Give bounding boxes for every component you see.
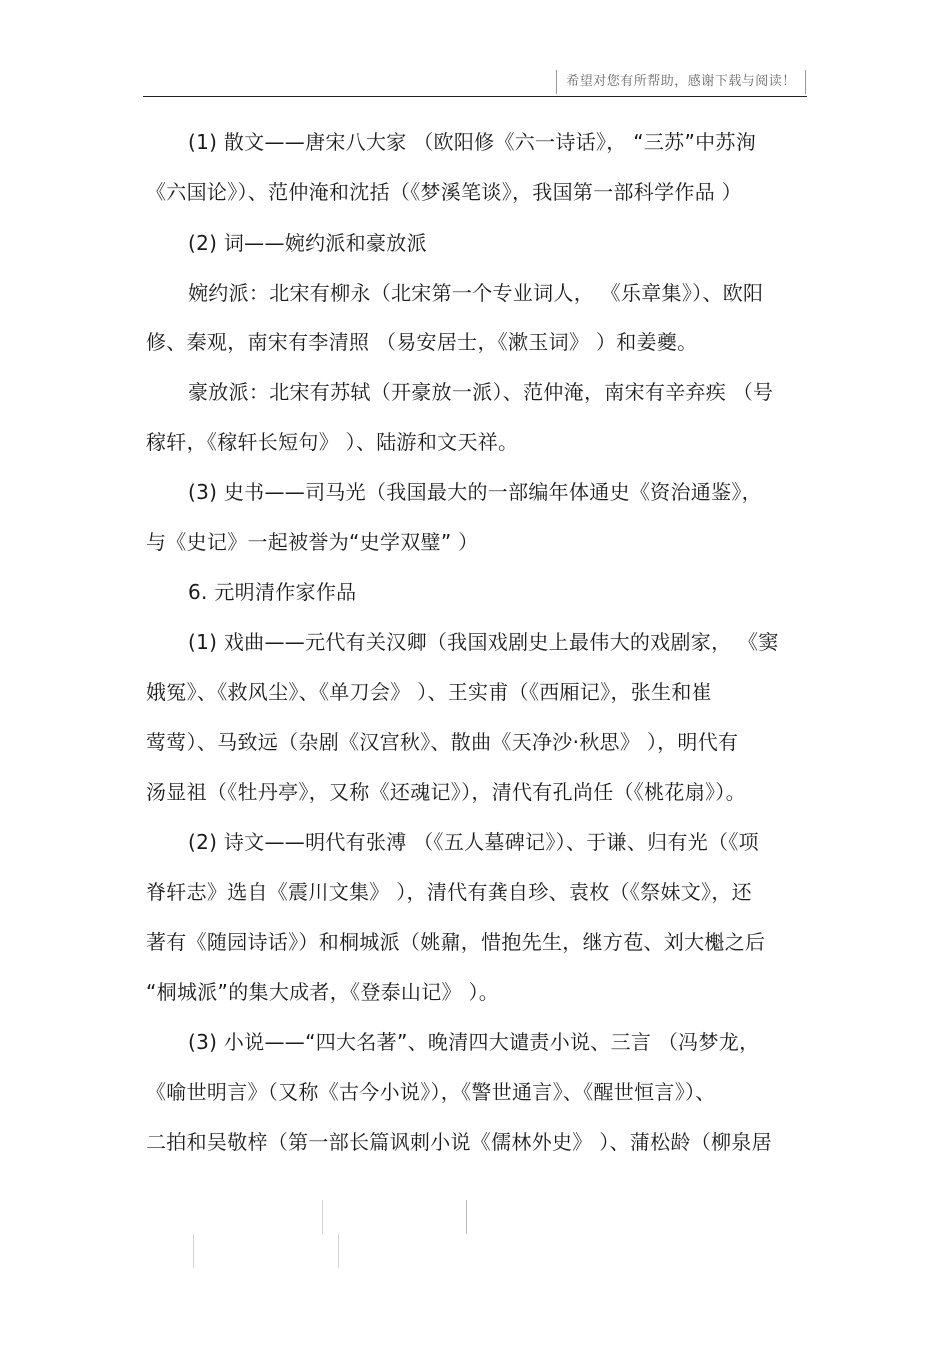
decorative-rule [193,1234,194,1268]
text-line: 著有《随园诗话》）和桐城派（姚鼐，惜抱先生，继方苞、刘大櫆之后 [146,930,766,954]
text-line: 莺莺）、马致远（杂剧《汉宫秋》、散曲《天净沙·秋思》 ），明代有 [146,730,739,754]
text-line: 修、秦观，南宋有李清照 （易安居士，《漱玉词》 ）和姜夔。 [146,330,698,354]
text-line: 脊轩志》选自《震川文集》 ），清代有龚自珍、袁枚（《祭妹文》，还 [146,880,752,904]
text-line: 《六国论》）、范仲淹和沈括（《梦溪笔谈》，我国第一部科学作品 ） [146,180,742,204]
text-line: (1) 戏曲——元代有关汉卿（我国戏剧史上最伟大的戏剧家， 《窦 [188,630,779,654]
text-line: (2) 诗文——明代有张溥 （《五人墓碑记》）、于谦、归有光（《项 [188,830,759,854]
text-line: 汤显祖（《牡丹亭》，又称《还魂记》），清代有孔尚任（《桃花扇》）。 [146,780,746,804]
section-heading: 6. 元明清作家作品 [188,580,357,604]
text-line: 娥冤》、《救风尘》、《单刀会》 ）、王实甫（《西厢记》，张生和崔 [146,680,712,704]
text-line: (2) 词——婉约派和豪放派 [188,231,427,255]
text-line: (1) 散文——唐宋八大家 （欧阳修《六一诗话》， “三苏”中苏洵 [188,130,757,154]
text-line: 与《史记》一起被誉为“史学双璧” ） [146,530,479,554]
header-note: 希望对您有所帮助，感谢下载与阅读！ [556,70,806,94]
decorative-rule [466,1200,467,1234]
text-line: 婉约派：北宋有柳永（北宋第一个专业词人， 《乐章集》）、欧阳 [188,281,764,305]
text-line: “桐城派”的集大成者，《登泰山记》 ）。 [146,980,500,1004]
decorative-rule [338,1234,339,1268]
text-line: 《喻世明言》（又称《古今小说》），《警世通言》、《醒世恒言》）、 [146,1080,716,1104]
text-line: 豪放派：北宋有苏轼（开豪放一派）、范仲淹，南宋有辛弃疾 （号 [188,380,774,404]
text-line: 二拍和吴敬梓（第一部长篇讽刺小说《儒林外史》 ）、蒲松龄（柳泉居 [146,1130,772,1154]
text-line: 稼轩，《稼轩长短句》 ）、陆游和文天祥。 [146,430,519,454]
text-line: (3) 小说——“四大名著”、晚清四大谴责小说、三言 （冯梦龙， [188,1030,760,1054]
text-line: (3) 史书——司马光（我国最大的一部编年体通史《资治通鉴》， [188,480,762,504]
decorative-rule [322,1200,323,1234]
header-rule [143,96,807,97]
